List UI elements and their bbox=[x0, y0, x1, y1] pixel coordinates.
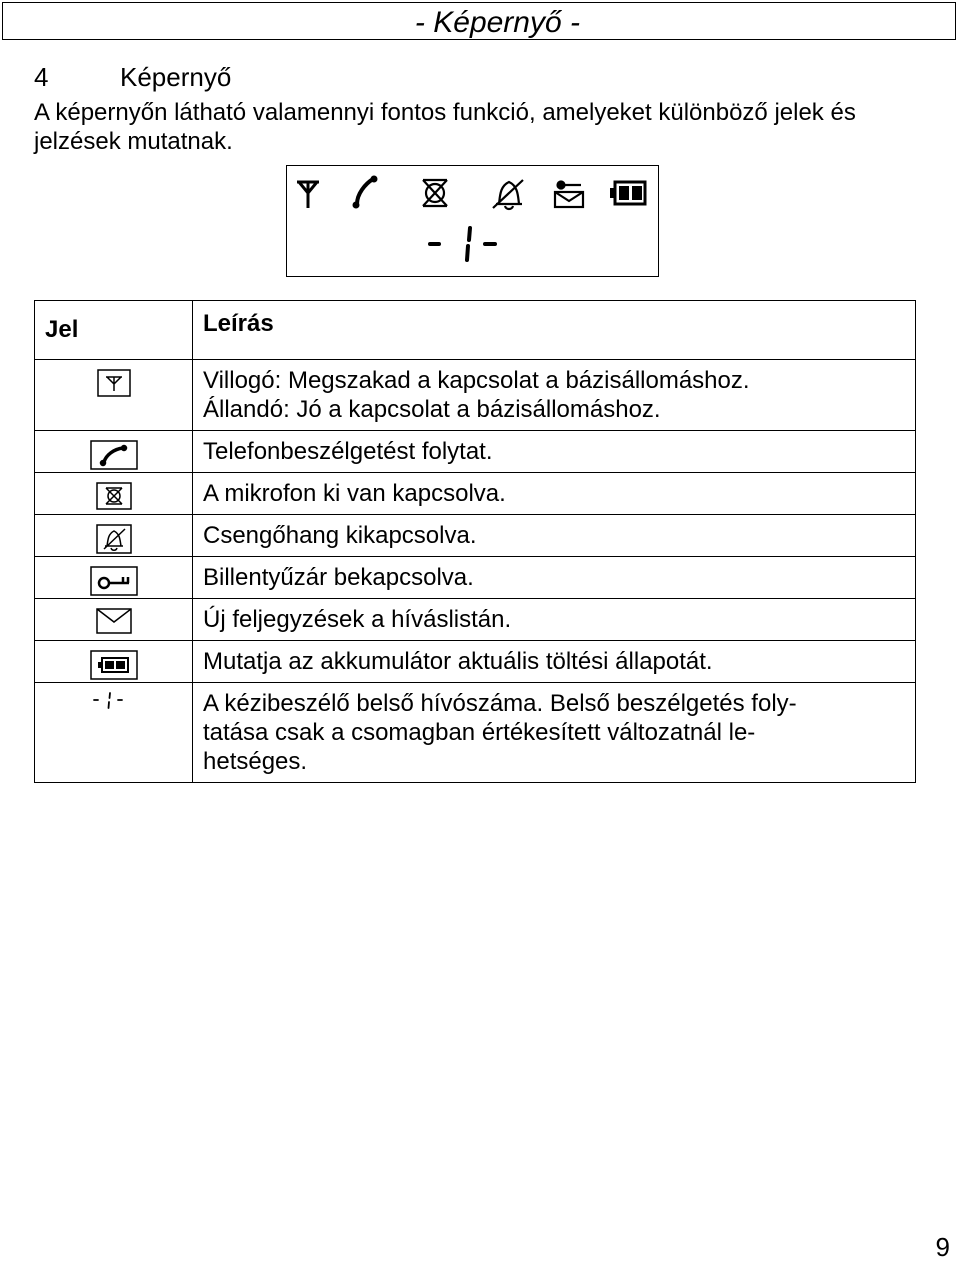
header-title: - Képernyő - bbox=[414, 6, 580, 39]
header-symbol: Jel bbox=[35, 301, 193, 360]
bell-muted-icon bbox=[493, 180, 523, 209]
mic-muted-icon bbox=[96, 482, 132, 510]
envelope-with-key-icon bbox=[555, 182, 583, 208]
row-text-line: A mikrofon ki van kapcsolva. bbox=[203, 480, 506, 507]
row-text-line: tatása csak a csomagban értékesített változatnál le- bbox=[203, 719, 756, 746]
header-description: Leírás bbox=[193, 301, 916, 360]
row-text-line: Billentyűzár bekapcsolva. bbox=[203, 564, 474, 591]
row-text-line: Csengőhang kikapcsolva. bbox=[203, 522, 477, 549]
table-row bbox=[35, 515, 916, 557]
handset-display-illustration bbox=[286, 165, 659, 277]
row-text-line: Új feljegyzések a híváslistán. bbox=[203, 606, 512, 633]
section-heading bbox=[34, 62, 231, 92]
intro-paragraph: A képernyőn látható valamennyi fontos funkció, amelyeket különböző jelek és jelzések mutatnak. bbox=[34, 99, 856, 155]
internal-number-display bbox=[430, 228, 495, 260]
envelope-icon bbox=[96, 608, 132, 634]
table-row bbox=[35, 683, 916, 783]
row-text-line: A kézibeszélő belső hívószáma. Belső beszélgetés foly- bbox=[203, 690, 797, 717]
table-header-row bbox=[35, 301, 916, 360]
battery-icon bbox=[610, 182, 645, 204]
row-text-line: Állandó: Jó a kapcsolat a bázisállomáshoz. bbox=[203, 396, 661, 423]
row-text-line: Telefonbeszélgetést folytat. bbox=[203, 438, 493, 465]
battery-icon bbox=[90, 650, 138, 680]
section-number: 4 bbox=[34, 62, 49, 92]
key-icon bbox=[90, 566, 138, 596]
row-text-line: Villogó: Megszakad a kapcsolat a bázisállomáshoz. bbox=[203, 367, 750, 394]
mic-muted-icon bbox=[423, 180, 447, 206]
page-number: 9 bbox=[935, 1232, 950, 1262]
antenna-icon bbox=[297, 182, 319, 208]
table-row bbox=[35, 431, 916, 473]
table-row bbox=[35, 599, 916, 641]
handset-icon bbox=[353, 176, 377, 208]
running-header bbox=[2, 2, 956, 40]
symbol-table bbox=[34, 300, 916, 783]
internal-number-symbol bbox=[91, 689, 127, 711]
antenna-icon bbox=[97, 369, 131, 397]
handset-icon bbox=[90, 440, 138, 470]
bell-muted-icon bbox=[96, 524, 132, 554]
table-row bbox=[35, 557, 916, 599]
row-text-line: hetséges. bbox=[203, 748, 308, 775]
row-text-line: Mutatja az akkumulátor aktuális töltési állapotát. bbox=[203, 648, 713, 675]
table-row bbox=[35, 360, 916, 431]
table-row bbox=[35, 473, 916, 515]
table-row bbox=[35, 641, 916, 683]
section-title: Képernyő bbox=[120, 62, 232, 92]
